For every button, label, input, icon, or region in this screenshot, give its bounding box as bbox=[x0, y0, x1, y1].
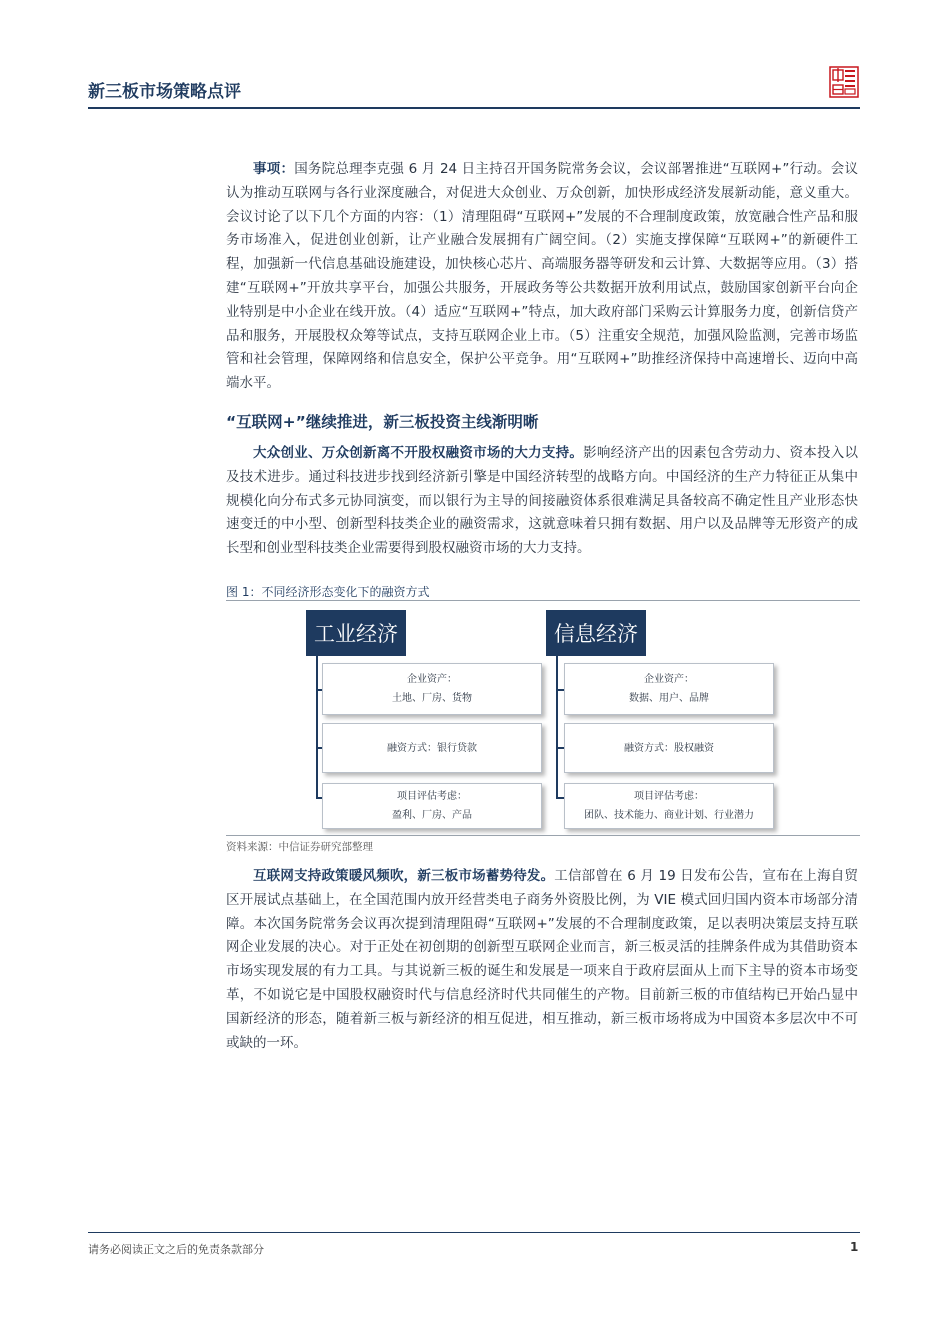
information-evaluation-value: 团队、技术能力、商业计划、行业潜力 bbox=[584, 810, 754, 821]
industrial-economy-label: 工业经济 bbox=[314, 622, 398, 646]
information-financing-label: 融资方式：股权融资 bbox=[624, 742, 714, 754]
financing-diagram bbox=[226, 602, 860, 834]
figure-bottom-rule bbox=[226, 835, 860, 836]
citic-logo-icon bbox=[829, 66, 859, 98]
industrial-assets-box bbox=[322, 663, 542, 715]
industrial-assets-value: 土地、厂房、货物 bbox=[392, 693, 472, 704]
paragraph-1-lead: 大众创业、万众创新离不开股权融资市场的大力支持。 bbox=[253, 444, 584, 461]
footer-divider bbox=[88, 1232, 860, 1233]
industrial-economy-box bbox=[306, 610, 406, 656]
section-heading: “互联网+”继续推进，新三板投资主线渐明晰 bbox=[226, 412, 539, 431]
industrial-financing-label: 融资方式：银行贷款 bbox=[387, 742, 477, 754]
information-financing-box bbox=[564, 723, 774, 773]
intro-lead: 事项： bbox=[253, 161, 295, 177]
figure-title: 图 1：不同经济形态变化下的融资方式 bbox=[226, 585, 430, 599]
industrial-assets-label: 企业资产： bbox=[407, 674, 457, 685]
header-divider bbox=[88, 107, 860, 109]
information-economy-box bbox=[546, 610, 646, 656]
paragraph-2-lead: 互联网支持政策暖风频吹，新三板市场蓄势待发。 bbox=[253, 868, 555, 884]
paragraph-1-text: 影响经济产出的因素包含劳动力、资本投入以及技术进步。通过科技进步找到经济新引擎是中国经济转型的战略方向。中国经济的生产力特征正从集中规模化向分布式多元协同演变，而以银行为主导的间接融资体系很难满足具备较高不确定性且产业形态快速变迁的中小型、创新型科技类企业的融资需求，这就意味着只拥有数据、用户以及品牌等无形资产的成长型和创业型科技类企业需要得到股权融资市场的大力支持。 bbox=[226, 444, 859, 557]
intro-paragraph bbox=[226, 158, 858, 396]
paragraph-2 bbox=[226, 865, 858, 1055]
information-assets-label: 企业资产： bbox=[644, 674, 694, 685]
paragraph-2-text: 工信部曾在 6 月 19 日发布公告，宣布在上海自贸区开展试点基础上，在全国范围内放开经营类电子商务外资股比例，为 VIE 模式回归国内资本市场部分清障。本次国务院常务会议再次提到清理阻碍“互联网+”发展的不合理制度政策，足以表明决策层支持互联网企业发展的决心。对于正处在初创期的创新型互联网企业而言，新三板灵活的挂牌条件成为其借助资本市场实现发展的有力工具。与其说新三板的诞生和发展是一项来自于政府层面从上而下主导的资本市场变革，不如说它是中国股权融资时代与信息经济时代共同催生的产物。目前新三板的市值结构已开始凸显中国新经济的形态，随着新三板与新经济的相互促进，相互推动，新三板市场将成为中国资本多层次中不可或缺的一环。 bbox=[226, 868, 858, 1051]
industrial-evaluation-value: 盈利、厂房、产品 bbox=[392, 810, 472, 821]
information-connector-1 bbox=[556, 689, 564, 691]
industrial-connector-vertical bbox=[316, 656, 318, 798]
information-connector-3 bbox=[556, 797, 564, 799]
industrial-evaluation-box bbox=[322, 783, 542, 829]
footer-disclaimer: 请务必阅读正文之后的免责条款部分 bbox=[88, 1243, 264, 1256]
information-connector-2 bbox=[556, 747, 564, 749]
industrial-financing-box bbox=[322, 723, 542, 773]
page-number: 1 bbox=[850, 1240, 859, 1254]
industrial-evaluation-label: 项目评估考虑： bbox=[397, 791, 467, 802]
report-header-title: 新三板市场策略点评 bbox=[88, 82, 241, 102]
information-evaluation-label: 项目评估考虑： bbox=[634, 791, 704, 802]
information-connector-vertical bbox=[556, 656, 558, 798]
paragraph-1 bbox=[226, 442, 858, 561]
information-evaluation-box bbox=[564, 783, 774, 829]
information-assets-value: 数据、用户、品牌 bbox=[629, 693, 709, 704]
figure-source: 资料来源：中信证券研究部整理 bbox=[226, 841, 373, 853]
main-content-continued bbox=[226, 865, 858, 1055]
figure-top-rule bbox=[226, 600, 860, 601]
main-content bbox=[226, 158, 858, 561]
information-assets-box bbox=[564, 663, 774, 715]
information-economy-label: 信息经济 bbox=[554, 622, 638, 646]
intro-text: 国务院总理李克强 6 月 24 日主持召开国务院常务会议，会议部署推进“互联网+”行动。会议认为推动互联网与各行业深度融合，对促进大众创业、万众创新，加快形成经济发展新动能，意义重大。会议讨论了以下几个方面的内容：（1）清理阻碍“互联网+”发展的不合理制度政策，放宽融合性产品和服务市场准入，促进创业创新，让产业融合发展拥有广阔空间。（2）实施支撑保障“互联网+”的新硬件工程，加强新一代信息基础设施建设，加快核心芯片、高端服务器等研发和云计算、大数据等应用。（3）搭建“互联网+”开放共享平台，加强公共服务，开展政务等公共数据开放利用试点，鼓励国家创新平台向企业特别是中小企业在线开放。（4）适应“互联网+”特点，加大政府部门采购云计算服务力度，创新信贷产品和服务，开展股权众筹等试点，支持互联网企业上市。（5）注重安全规范，加强风险监测，完善市场监管和社会管理，保障网络和信息安全，保护公平竞争。用“互联网+”助推经济保持中高速增长、迈向中高端水平。 bbox=[226, 161, 858, 392]
